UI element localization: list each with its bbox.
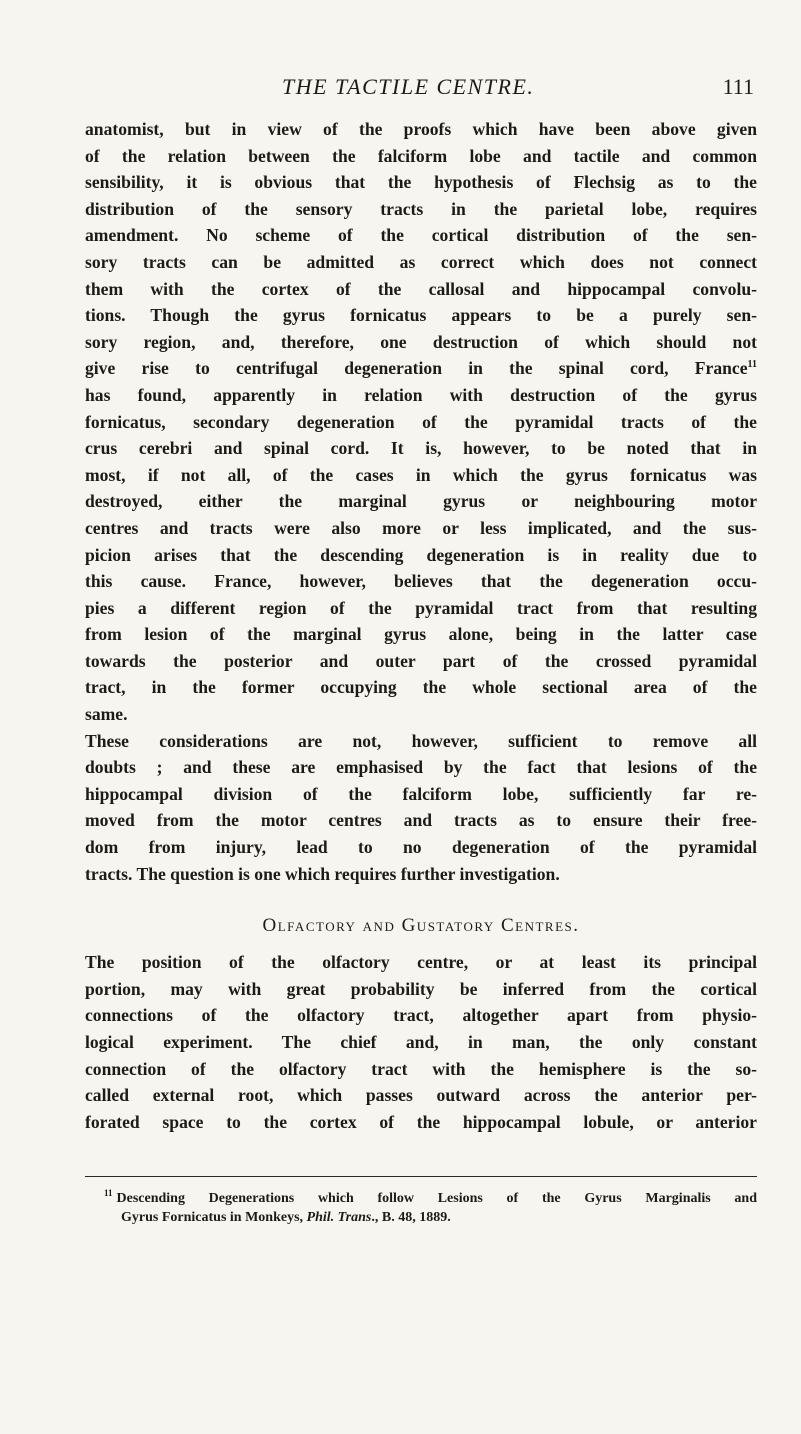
text-line: sensibility, it is obvious that the hypothesis of Flechsig as to the — [85, 172, 757, 193]
text-line — [85, 355, 757, 382]
paragraph-3 — [85, 949, 757, 1135]
text-line: called external root, which passes outward across the anterior per- — [85, 1085, 757, 1106]
text-line: The position of the olfactory centre, or at least its principal — [85, 952, 757, 973]
paragraph-2 — [85, 728, 757, 888]
text-line: same. — [85, 704, 128, 725]
text-line: moved from the motor centres and tracts as to ensure their free- — [85, 810, 757, 831]
text-line: forated space to the cortex of the hippocampal lobule, or anterior — [85, 1111, 757, 1132]
text-line: tions. Though the gyrus fornicatus appears to be a purely sen- — [85, 305, 757, 326]
text-line: picion arises that the descending degeneration is in reality due to — [85, 544, 757, 565]
footnote-line — [104, 1189, 757, 1208]
journal-title: Phil. Trans — [306, 1210, 372, 1225]
text-line: logical experiment. The chief and, in man, the only constant — [85, 1032, 757, 1052]
footnote-line — [104, 1208, 757, 1227]
text-line: centres and tracts were also more or less implicated, and the sus- — [85, 517, 757, 538]
main-text — [85, 116, 757, 1135]
text-line: portion, may with great probability be inferred from the cortical — [85, 978, 757, 999]
footnote-text: Gyrus Fornicatus in Monkeys, — [121, 1210, 307, 1225]
text-line: anatomist, but in view of the proofs which have been above given — [85, 119, 757, 139]
text-line: has found, apparently in relation with destruction of the gyrus — [85, 384, 757, 405]
text-line: distribution of the sensory tracts in the parietal lobe, requires — [85, 198, 757, 219]
text-line: connection of the olfactory tract with the hemisphere is the so- — [85, 1058, 757, 1079]
text-line: from lesion of the marginal gyrus alone, being in the latter case — [85, 624, 757, 645]
text-line: towards the posterior and outer part of the crossed pyramidal — [85, 650, 757, 671]
text-line: pies a different region of the pyramidal tract from that resulting — [85, 597, 757, 618]
footnote — [104, 1189, 757, 1227]
text-line: destroyed, either the marginal gyrus or neighbouring motor — [85, 491, 757, 512]
text-line: fornicatus, secondary degeneration of the pyramidal tracts of the — [85, 411, 757, 432]
text-line: crus cerebri and spinal cord. It is, however, to be noted that in — [85, 438, 757, 459]
page-number: 111 — [722, 74, 754, 99]
text-line: amendment. No scheme of the cortical distribution of the sen- — [85, 225, 757, 246]
text-line: them with the cortex of the callosal and hippocampal convolu- — [85, 278, 757, 299]
footnote-text: Descending Degenerations which follow Lesions of the Gyrus Marginalis and — [116, 1191, 757, 1206]
footnote-reference: 11 — [747, 359, 757, 371]
running-title: THE TACTILE CENTRE. — [282, 74, 535, 99]
page-header — [246, 72, 754, 112]
text-line: tracts. The question is one which requires further investigation. — [85, 863, 560, 884]
text-line: doubts ; and these are emphasised by the fact that lesions of the — [85, 757, 757, 778]
footnote-number: 11 — [104, 1188, 113, 1199]
text-line: most, if not all, of the cases in which the gyrus fornicatus was — [85, 464, 757, 485]
text-line: this cause. France, however, believes that the degeneration occu- — [85, 571, 757, 592]
text-line: hippocampal division of the falciform lobe, sufficiently far re- — [85, 783, 757, 804]
text-line: dom from injury, lead to no degeneration of the pyramidal — [85, 837, 757, 858]
text-line: tract, in the former occupying the whole sectional area of the — [85, 677, 757, 698]
text-line: sory tracts can be admitted as correct which does not connect — [85, 251, 757, 272]
text-line: connections of the olfactory tract, altogether apart from physio- — [85, 1005, 757, 1026]
text-line: These considerations are not, however, sufficient to remove all — [85, 730, 757, 751]
footnote-divider — [85, 1176, 757, 1177]
section-heading: Olfactory and Gustatory Centres. — [262, 915, 580, 937]
text-line-content: give rise to centrifugal degeneration in the spinal cord, France — [85, 358, 748, 379]
footnote-text: ., B. 48, 1889. — [371, 1210, 451, 1225]
text-line: of the relation between the falciform lobe and tactile and common — [85, 145, 757, 166]
paragraph-1 — [85, 116, 757, 728]
text-line: sory region, and, therefore, one destruction of which should not — [85, 331, 757, 352]
